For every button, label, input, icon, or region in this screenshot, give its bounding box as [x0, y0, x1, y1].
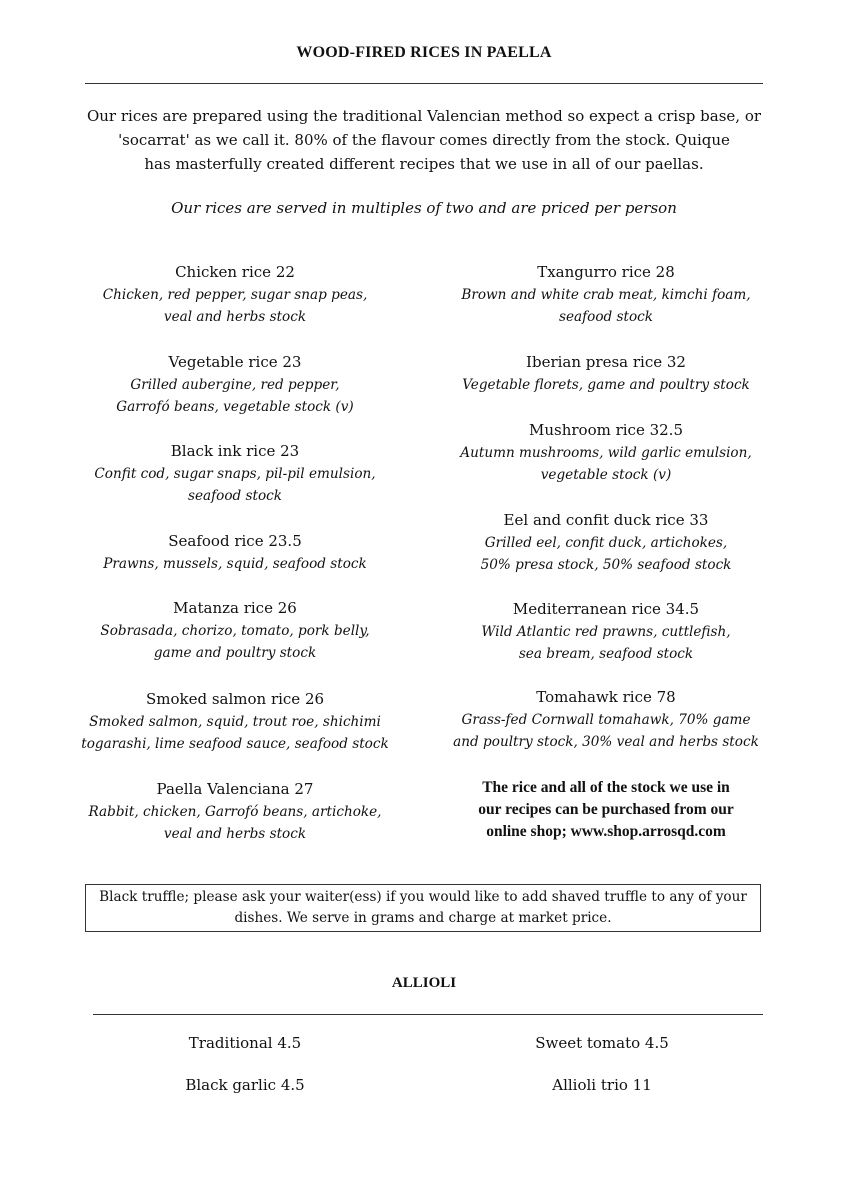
- allioli-item: Black garlic 4.5: [185, 1076, 305, 1094]
- item-name: Black ink rice 23: [170, 442, 300, 460]
- item-name: Mushroom rice 32.5: [528, 421, 683, 439]
- item-name: Tomahawk rice 78: [536, 688, 676, 706]
- item-description: Brown and white crab meat, kimchi foam,: [461, 287, 751, 303]
- item-name: Paella Valenciana 27: [156, 780, 314, 798]
- item-description: Garrofó beans, vegetable stock (v): [116, 399, 354, 415]
- item-name: Matanza rice 26: [173, 599, 297, 617]
- allioli-item: Sweet tomato 4.5: [535, 1034, 669, 1052]
- truffle-notice: [85, 884, 761, 932]
- allioli-title: ALLIOLI: [391, 975, 457, 991]
- item-description: veal and herbs stock: [163, 309, 307, 325]
- menu-item: [441, 351, 771, 396]
- menu-item: [441, 509, 771, 576]
- menu-item: [70, 530, 400, 575]
- item-name: Mediterranean rice 34.5: [512, 600, 700, 618]
- item-description: vegetable stock (v): [540, 467, 672, 483]
- item-description: Grass-fed Cornwall tomahawk, 70% game: [461, 712, 751, 728]
- menu-item: [70, 351, 400, 418]
- item-description: Confit cod, sugar snaps, pil-pil emulsion,: [94, 466, 376, 482]
- truffle-line: Black truffle; please ask your waiter(ess) if you would like to add shaved truffle to any of your: [99, 889, 747, 905]
- item-description: Sobrasada, chorizo, tomato, pork belly,: [100, 623, 370, 639]
- item-name: Seafood rice 23.5: [168, 532, 302, 550]
- menu-item: [70, 688, 400, 755]
- shop-promo: [441, 777, 771, 843]
- item-description: Prawns, mussels, squid, seafood stock: [103, 556, 367, 572]
- item-name: Eel and confit duck rice 33: [503, 511, 709, 529]
- item-description: Grilled aubergine, red pepper,: [130, 377, 340, 393]
- intro-line: Our rices are prepared using the traditional Valencian method so expect a crisp base, or: [86, 107, 762, 125]
- item-description: Rabbit, chicken, Garrofó beans, artichoke,: [88, 804, 382, 820]
- serving-note: Our rices are served in multiples of two and are priced per person: [171, 199, 677, 217]
- menu-item: [70, 440, 400, 507]
- item-description: sea bream, seafood stock: [518, 646, 694, 662]
- item-description: Vegetable florets, game and poultry stock: [462, 377, 750, 393]
- item-description: veal and herbs stock: [163, 826, 307, 842]
- promo-line: The rice and all of the stock we use in: [482, 779, 730, 796]
- item-description: Smoked salmon, squid, trout roe, shichimi: [89, 714, 381, 730]
- intro-text: [70, 104, 778, 176]
- item-description: seafood stock: [558, 309, 654, 325]
- item-description: Chicken, red pepper, sugar snap peas,: [102, 287, 368, 303]
- menu-item: [441, 686, 771, 753]
- item-description: 50% presa stock, 50% seafood stock: [480, 557, 732, 573]
- item-description: and poultry stock, 30% veal and herbs stock: [453, 734, 759, 750]
- item-description: Grilled eel, confit duck, artichokes,: [484, 535, 728, 551]
- menu-item: [70, 261, 400, 328]
- truffle-line: dishes. We serve in grams and charge at market price.: [234, 910, 612, 926]
- menu-item: [441, 261, 771, 328]
- menu-item: [70, 597, 400, 664]
- item-name: Smoked salmon rice 26: [145, 690, 325, 708]
- item-description: Autumn mushrooms, wild garlic emulsion,: [460, 445, 752, 461]
- promo-line: online shop; www.shop.arrosqd.com: [486, 823, 726, 840]
- intro-line: has masterfully created different recipes that we use in all of our paellas.: [144, 155, 704, 173]
- menu-item: [441, 419, 771, 486]
- menu-item: [441, 598, 771, 665]
- page-title: WOOD-FIRED RICES IN PAELLA: [296, 44, 552, 61]
- item-name: Chicken rice 22: [175, 263, 295, 281]
- allioli-item: Allioli trio 11: [552, 1076, 652, 1094]
- promo-line: our recipes can be purchased from our: [478, 801, 734, 818]
- item-description: game and poultry stock: [153, 645, 317, 661]
- item-name: Iberian presa rice 32: [526, 353, 686, 371]
- intro-line: 'socarrat' as we call it. 80% of the flavour comes directly from the stock. Quique: [118, 131, 730, 149]
- allioli-item: Traditional 4.5: [188, 1034, 302, 1052]
- item-description: seafood stock: [187, 488, 283, 504]
- allioli-divider: [93, 1014, 763, 1015]
- title-divider: [85, 83, 763, 84]
- item-name: Vegetable rice 23: [168, 353, 302, 371]
- item-description: togarashi, lime seafood sauce, seafood stock: [81, 736, 389, 752]
- item-name: Txangurro rice 28: [537, 263, 675, 281]
- menu-item: [70, 778, 400, 845]
- item-description: Wild Atlantic red prawns, cuttlefish,: [481, 624, 731, 640]
